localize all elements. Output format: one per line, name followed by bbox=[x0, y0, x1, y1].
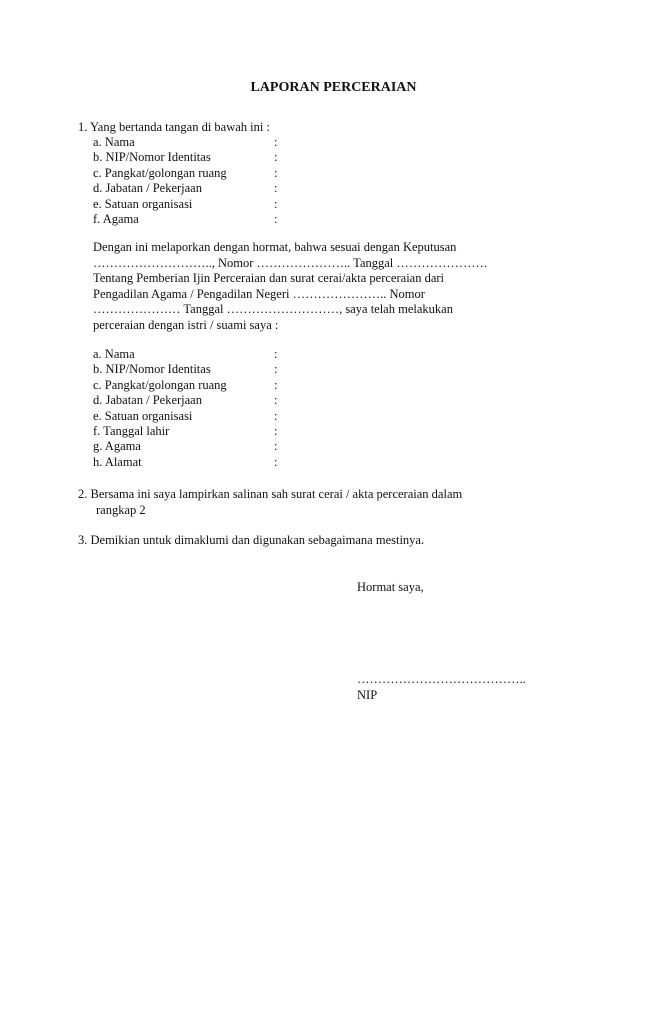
nip-label: NIP bbox=[357, 688, 378, 702]
paragraph-line: perceraian dengan istri / suami saya : bbox=[93, 317, 279, 332]
field-label: d. Jabatan / Pekerjaan bbox=[93, 181, 202, 196]
section-1-heading: 1. Yang bertanda tangan di bawah ini : bbox=[78, 120, 270, 134]
field-colon: : bbox=[274, 212, 278, 226]
signature-closing: Hormat saya, bbox=[357, 580, 424, 594]
paragraph-line: ……………………….., Nomor ………………….. Tanggal …………………. bbox=[93, 255, 488, 270]
field-label: c. Pangkat/golongan ruang bbox=[93, 377, 227, 392]
field-label: f. Tanggal lahir bbox=[93, 424, 170, 438]
field-colon: : bbox=[274, 347, 278, 361]
field-colon: : bbox=[274, 150, 278, 165]
field-colon: : bbox=[274, 362, 278, 377]
field-label: a. Nama bbox=[93, 347, 135, 361]
paragraph-line: Dengan ini melaporkan dengan hormat, bahwa sesuai dengan Keputusan bbox=[93, 240, 457, 254]
field-colon: : bbox=[274, 424, 278, 438]
field-colon: : bbox=[274, 135, 278, 149]
field-label: c. Pangkat/golongan ruang bbox=[93, 165, 227, 180]
field-label: e. Satuan organisasi bbox=[93, 408, 193, 423]
section-2-line-1: 2. Bersama ini saya lampirkan salinan sah surat cerai / akta perceraian dalam bbox=[78, 487, 463, 501]
field-label: e. Satuan organisasi bbox=[93, 196, 193, 211]
section-2-line-2: rangkap 2 bbox=[96, 503, 146, 517]
document-title: LAPORAN PERCERAIAN bbox=[250, 80, 417, 95]
field-colon: : bbox=[274, 196, 278, 211]
field-colon: : bbox=[274, 377, 278, 392]
field-colon: : bbox=[274, 454, 278, 469]
field-label: b. NIP/Nomor Identitas bbox=[93, 150, 211, 165]
field-colon: : bbox=[274, 408, 278, 423]
field-colon: : bbox=[274, 439, 278, 454]
paragraph-line: ………………… Tanggal ………………………, saya telah melakukan bbox=[93, 302, 453, 317]
paragraph-line: Tentang Pemberian Ijin Perceraian dan surat cerai/akta perceraian dari bbox=[93, 271, 445, 286]
field-label: g. Agama bbox=[93, 439, 141, 454]
field-label: d. Jabatan / Pekerjaan bbox=[93, 393, 202, 408]
field-label: h. Alamat bbox=[93, 454, 142, 469]
field-colon: : bbox=[274, 393, 278, 408]
signature-line: ………………………………….. bbox=[357, 672, 526, 686]
section-3-line: 3. Demikian untuk dimaklumi dan digunakan sebagaimana mestinya. bbox=[78, 533, 425, 547]
field-label: f. Agama bbox=[93, 212, 139, 226]
field-colon: : bbox=[274, 165, 278, 180]
report-paragraph bbox=[93, 240, 487, 334]
field-label: b. NIP/Nomor Identitas bbox=[93, 362, 211, 377]
field-colon: : bbox=[274, 181, 278, 196]
field-label: a. Nama bbox=[93, 135, 135, 149]
paragraph-line: Pengadilan Agama / Pengadilan Negeri ………………….. Nomor bbox=[93, 286, 425, 301]
